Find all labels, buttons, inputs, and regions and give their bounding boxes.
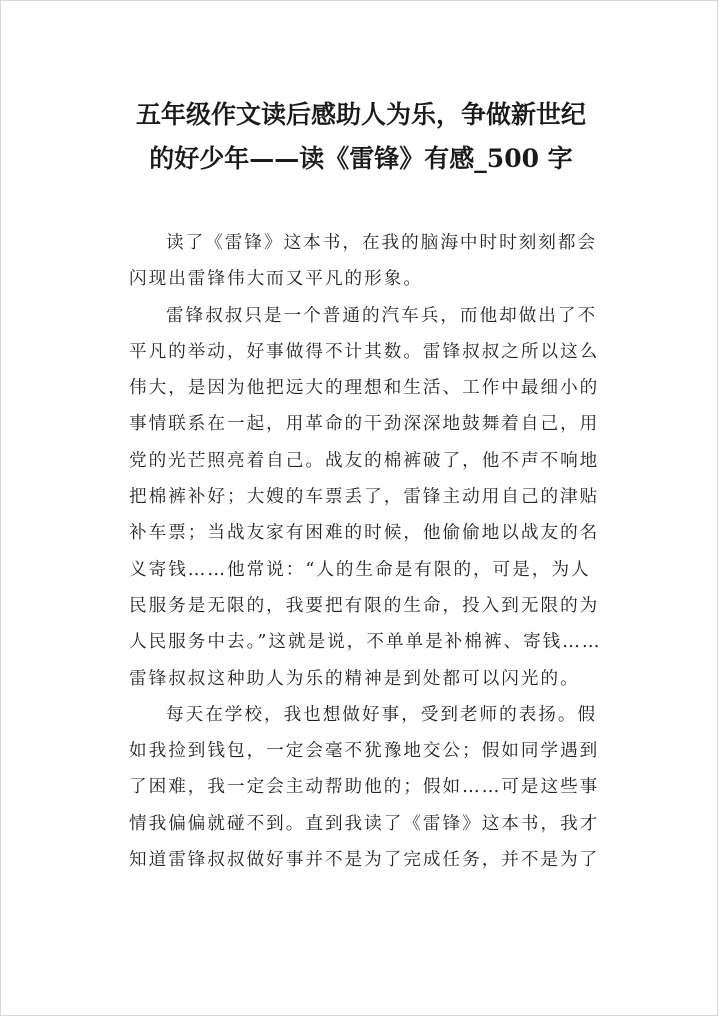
paragraph-line: 党的光芒照亮着自己。战友的棉裤破了，他不声不响地 [129,450,600,471]
paragraph-line: 人民服务中去。”这就是说，不单单是补棉裤、寄钱…… [129,632,602,653]
paragraph-line: 雷锋叔叔只是一个普通的汽车兵，而他却做出了不 [166,305,598,326]
paragraph-line: 如我捡到钱包，一定会毫不犹豫地交公；假如同学遇到 [129,741,600,762]
paragraph-line: 民服务是无限的，我要把有限的生命，投入到无限的为 [129,595,600,616]
title-line: 五年级作文读后感助人为乐，争做新世纪 [135,100,586,129]
paragraph-line: 义寄钱……他常说：“人的生命是有限的，可是，为人 [129,559,591,580]
title-line: 的好少年——读《雷锋》有感_500 字 [149,144,573,173]
paragraph-line: 平凡的举动，好事做得不计其数。雷锋叔叔之所以这么 [129,341,600,362]
paragraph-line: 补车票；当战友家有困难的时候，他偷偷地以战友的名 [129,523,600,544]
paragraph-line: 读了《雷锋》这本书，在我的脑海中时时刻刻都会 [166,233,598,253]
paragraph-line: 知道雷锋叔叔做好事并不是为了完成任务，并不是为了 [129,850,600,871]
document-body [129,225,609,878]
paragraph-line: 了困难，我一定会主动帮助他的；假如……可是这些事 [129,777,600,798]
paragraph-line: 雷锋叔叔这种助人为乐的精神是到处都可以闪光的。 [129,668,580,689]
paragraph-line: 把棉裤补好；大嫂的车票丢了，雷锋主动用自己的津贴 [129,487,600,508]
paragraph-line: 每天在学校，我也想做好事，受到老师的表扬。假 [166,704,598,725]
paragraph-line: 事情联系在一起，用革命的干劲深深地鼓舞着自己，用 [129,414,600,435]
paragraph-line: 闪现出雷锋伟大而又平凡的形象。 [129,269,423,290]
document-title [101,93,621,181]
paragraph-line: 情我偏偏就碰不到。直到我读了《雷锋》这本书，我才 [129,813,600,834]
paragraph-line: 伟大，是因为他把远大的理想和生活、工作中最细小的 [129,378,600,399]
